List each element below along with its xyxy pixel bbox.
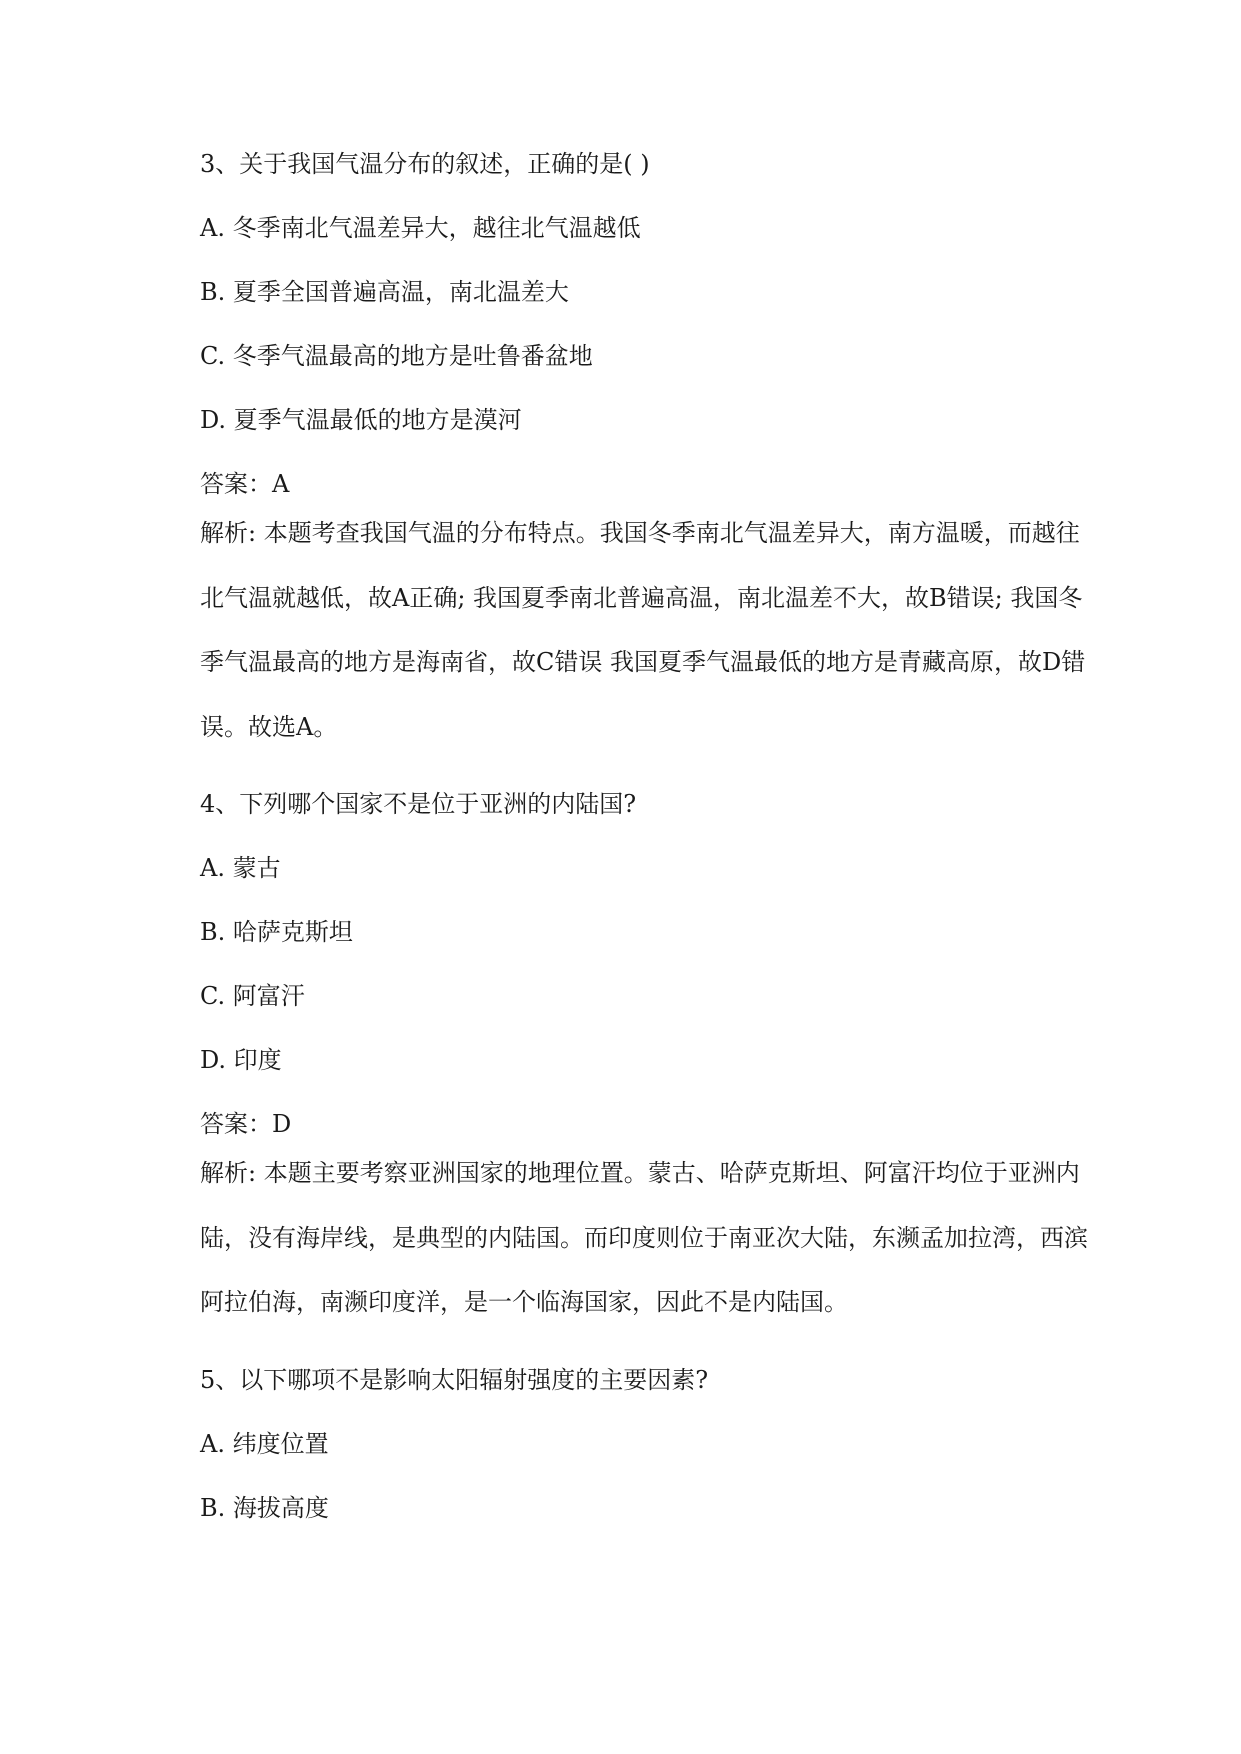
question-4-option-a: A. 蒙古	[200, 854, 281, 882]
question-4-option-b: B. 哈萨克斯坦	[200, 918, 353, 946]
question-5-option-a: A. 纬度位置	[200, 1430, 329, 1458]
question-4-option-c: C. 阿富汗	[200, 982, 305, 1010]
question-4-option-d: D. 印度	[200, 1046, 282, 1074]
question-3-analysis: 解析: 本题考查我国气温的分布特点。我国冬季南北气温差异大，南方温暖，而越往北气温就越低，故A正确; 我国夏季南北普遍高温，南北温差不大，故B错误; 我国冬季气温最高的地方是海南省，故C错误 我国夏季气温最低的地方是青藏高原，故D错误。故选A。	[200, 519, 1086, 741]
question-3-option-d: D. 夏季气温最低的地方是漠河	[200, 406, 522, 434]
question-4-answer: 答案：D	[200, 1110, 292, 1138]
question-3-answer: 答案：A	[200, 470, 290, 498]
question-5-stem: 5、以下哪项不是影响太阳辐射强度的主要因素?	[200, 1366, 709, 1394]
question-3-option-a: A. 冬季南北气温差异大，越往北气温越低	[200, 214, 641, 242]
question-3-option-c: C. 冬季气温最高的地方是吐鲁番盆地	[200, 342, 593, 370]
question-3-stem: 3、关于我国气温分布的叙述，正确的是( )	[200, 150, 650, 178]
question-3-option-b: B. 夏季全国普遍高温，南北温差大	[200, 278, 569, 306]
question-5-option-b: B. 海拔高度	[200, 1494, 329, 1522]
question-4-analysis: 解析: 本题主要考察亚洲国家的地理位置。蒙古、哈萨克斯坦、阿富汗均位于亚洲内陆，没有海岸线，是典型的内陆国。而印度则位于南亚次大陆，东濒孟加拉湾，西滨阿拉伯海，南濒印度洋，是一个临海国家，因此不是内陆国。	[200, 1159, 1088, 1316]
question-4-stem: 4、下列哪个国家不是位于亚洲的内陆国?	[200, 790, 637, 818]
